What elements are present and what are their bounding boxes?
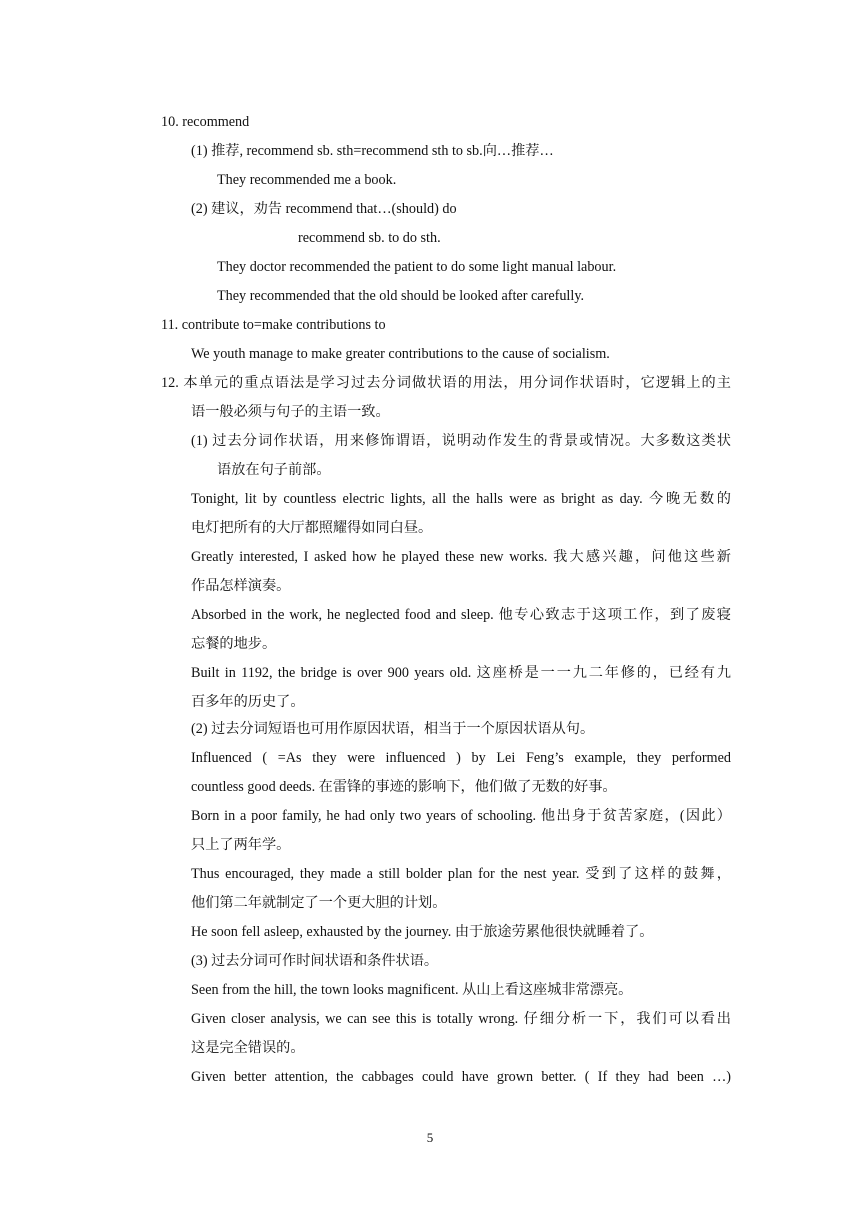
text-line: They doctor recommended the patient to do some light manual labour. (217, 259, 617, 275)
text-line: 10. recommend (161, 114, 250, 130)
text-line: 11. contribute to=make contributions to (161, 317, 386, 333)
text-line: 只上了两年学。 (191, 837, 291, 853)
text-line: Tonight, lit by countless electric lights, all the halls were as bright as day. 今晚无数的 (191, 491, 731, 507)
text-line: Born in a poor family, he had only two years of schooling. 他出身于贫苦家庭，(因此） (191, 808, 731, 824)
text-line: Influenced ( =As they were influenced ) by Lei Feng’s example, they performed (191, 750, 731, 766)
text-line: 这是完全错误的。 (191, 1040, 305, 1056)
text-line: recommend sb. to do sth. (298, 230, 441, 246)
text-line: Absorbed in the work, he neglected food and sleep. 他专心致志于这项工作，到了废寝 (191, 607, 731, 623)
text-line: 百多年的历史了。 (191, 694, 305, 710)
text-line: (2) 建议，劝告 recommend that…(should) do (191, 201, 457, 217)
text-line: 语一般必须与句子的主语一致。 (191, 404, 390, 420)
text-line: Given closer analysis, we can see this is totally wrong. 仔细分析一下，我们可以看出 (191, 1011, 731, 1027)
text-line: Seen from the hill, the town looks magnificent. 从山上看这座城非常漂亮。 (191, 982, 633, 998)
text-line: 电灯把所有的大厅都照耀得如同白昼。 (191, 520, 433, 536)
text-line: (3) 过去分词可作时间状语和条件状语。 (191, 953, 439, 969)
text-line: 语放在句子前部。 (217, 462, 331, 478)
text-line: They recommended that the old should be looked after carefully. (217, 288, 585, 304)
text-line: Given better attention, the cabbages could have grown better. ( If they had been …) (191, 1069, 731, 1085)
text-line: We youth manage to make greater contributions to the cause of socialism. (191, 346, 610, 362)
text-line: 作品怎样演奏。 (191, 578, 291, 594)
text-line: 忘餐的地步。 (191, 636, 277, 652)
text-line: countless good deeds. 在雷锋的事迹的影响下，他们做了无数的好事。 (191, 779, 617, 795)
text-line: (2) 过去分词短语也可用作原因状语，相当于一个原因状语从句。 (191, 721, 595, 737)
page-number: 5 (426, 1130, 434, 1145)
text-line: 12. 本单元的重点语法是学习过去分词做状语的用法，用分词作状语时，它逻辑上的主 (161, 375, 731, 391)
text-line: They recommended me a book. (217, 172, 397, 188)
text-line: (1) 推荐, recommend sb. sth=recommend sth to sb.向…推荐… (191, 143, 554, 159)
text-line: Built in 1192, the bridge is over 900 years old. 这座桥是一一九二年修的，已经有九 (191, 665, 731, 681)
text-line: Thus encouraged, they made a still bolder plan for the nest year. 受到了这样的鼓舞， (191, 866, 731, 882)
text-line: (1) 过去分词作状语，用来修饰谓语，说明动作发生的背景或情况。大多数这类状 (191, 433, 731, 449)
text-line: He soon fell asleep, exhausted by the journey. 由于旅途劳累他很快就睡着了。 (191, 924, 654, 940)
text-line: 他们第二年就制定了一个更大胆的计划。 (191, 895, 447, 911)
text-line: Greatly interested, I asked how he played these new works. 我大感兴趣，问他这些新 (191, 549, 731, 565)
